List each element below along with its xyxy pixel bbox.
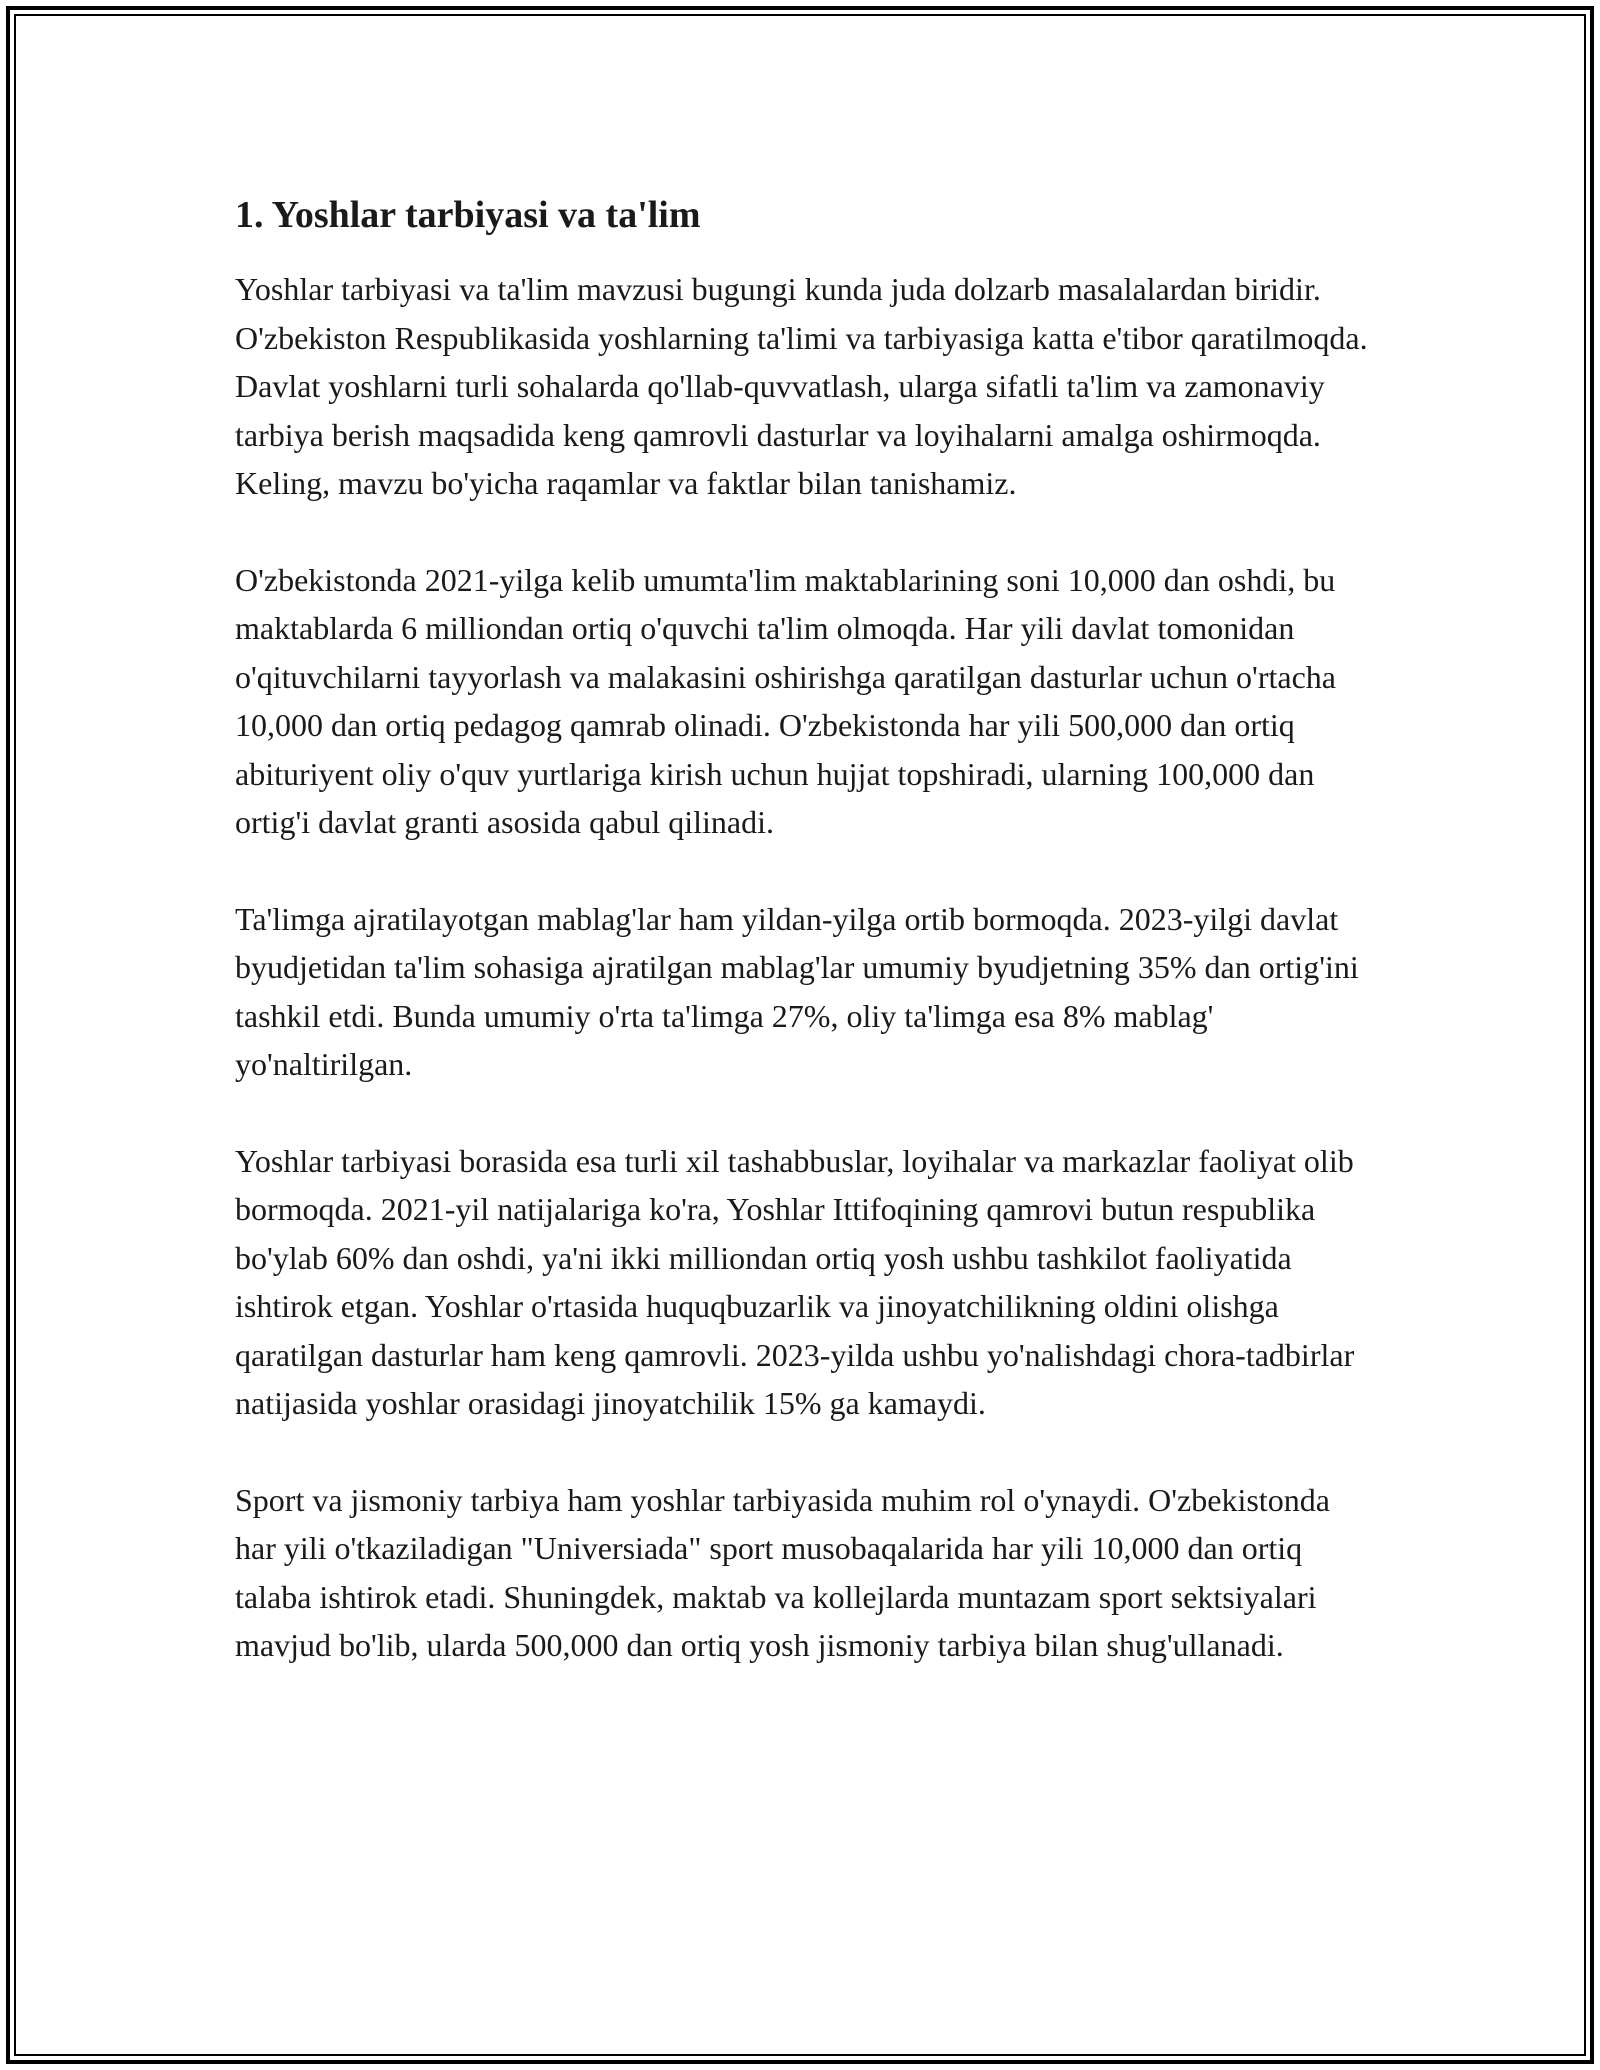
paragraph-schools: O'zbekistonda 2021-yilga kelib umumta'lim maktablarining soni 10,000 dan oshdi, bu maktablarda 6 milliondan ortiq o'quvchi ta'lim olmoqda. Har yili davlat tomonidan o'qituvchilarni tayyorlash va malakasini oshirishga qaratilgan dasturlar uchun o'rtacha 10,000 dan ortiq pedagog qamrab olinadi. O'zbekistonda har yili 500,000 dan ortiq abituriyent oliy o'quv yurtlariga kirish uchun hujjat topshiradi, ularning 100,000 dan ortig'i davlat granti asosida qabul qilinadi. bbox=[235, 561, 1336, 840]
paragraph-youth-initiatives: Yoshlar tarbiyasi borasida esa turli xil tashabbuslar, loyihalar va markazlar faoliyat olib bormoqda. 2021-yil natijalariga ko'ra, Yoshlar Ittifoqining qamrovi butun respublika bo'ylab 60% dan oshdi, ya'ni ikki milliondan ortiq yosh ushbu tashkilot faoliyatida ishtirok etgan. Yoshlar o'rtasida huquqbuzarlik va jinoyatchilikning oldini olishga qaratilgan dasturlar ham keng qamrovli. 2023-yilda ushbu yo'nalishdagi chora-tadbirlar natijasida yoshlar orasidagi jinoyatchilik 15% ga kamaydi. bbox=[235, 1142, 1355, 1421]
paragraph-sport: Sport va jismoniy tarbiya ham yoshlar tarbiyasida muhim rol o'ynaydi. O'zbekistonda har yili o'tkaziladigan "Universiada" sport musobaqalarida har yili 10,000 dan ortiq talaba ishtirok etadi. Shuningdek, maktab va kollejlarda muntazam sport sektsiyalari mavjud bo'lib, ularda 500,000 dan ortiq yosh jismoniy tarbiya bilan shug'ullanadi. bbox=[235, 1481, 1330, 1663]
document-body bbox=[235, 187, 1375, 1718]
paragraph-intro: Yoshlar tarbiyasi va ta'lim mavzusi bugungi kunda juda dolzarb masalalardan biridir. O'zbekiston Respublikasida yoshlarning ta'limi va tarbiyasiga katta e'tibor qaratilmoqda. Davlat yoshlarni turli sohalarda qo'llab-quvvatlash, ularga sifatli ta'lim va zamonaviy tarbiya berish maqsadida keng qamrovli dasturlar va loyihalarni amalga oshirmoqda. Keling, mavzu bo'yicha raqamlar va faktlar bilan tanishamiz. bbox=[235, 271, 1368, 501]
page-title: 1. Yoshlar tarbiyasi va ta'lim bbox=[235, 194, 701, 236]
paragraph-funding: Ta'limga ajratilayotgan mablag'lar ham yildan-yilga ortib bormoqda. 2023-yilgi davlat byudjetidan ta'lim sohasiga ajratilgan mablag'lar umumiy byudjetning 35% dan ortig'ini tashkil etdi. Bunda umumiy o'rta ta'limga 27%, oliy ta'limga esa 8% mablag' yo'naltirilgan. bbox=[235, 900, 1359, 1082]
